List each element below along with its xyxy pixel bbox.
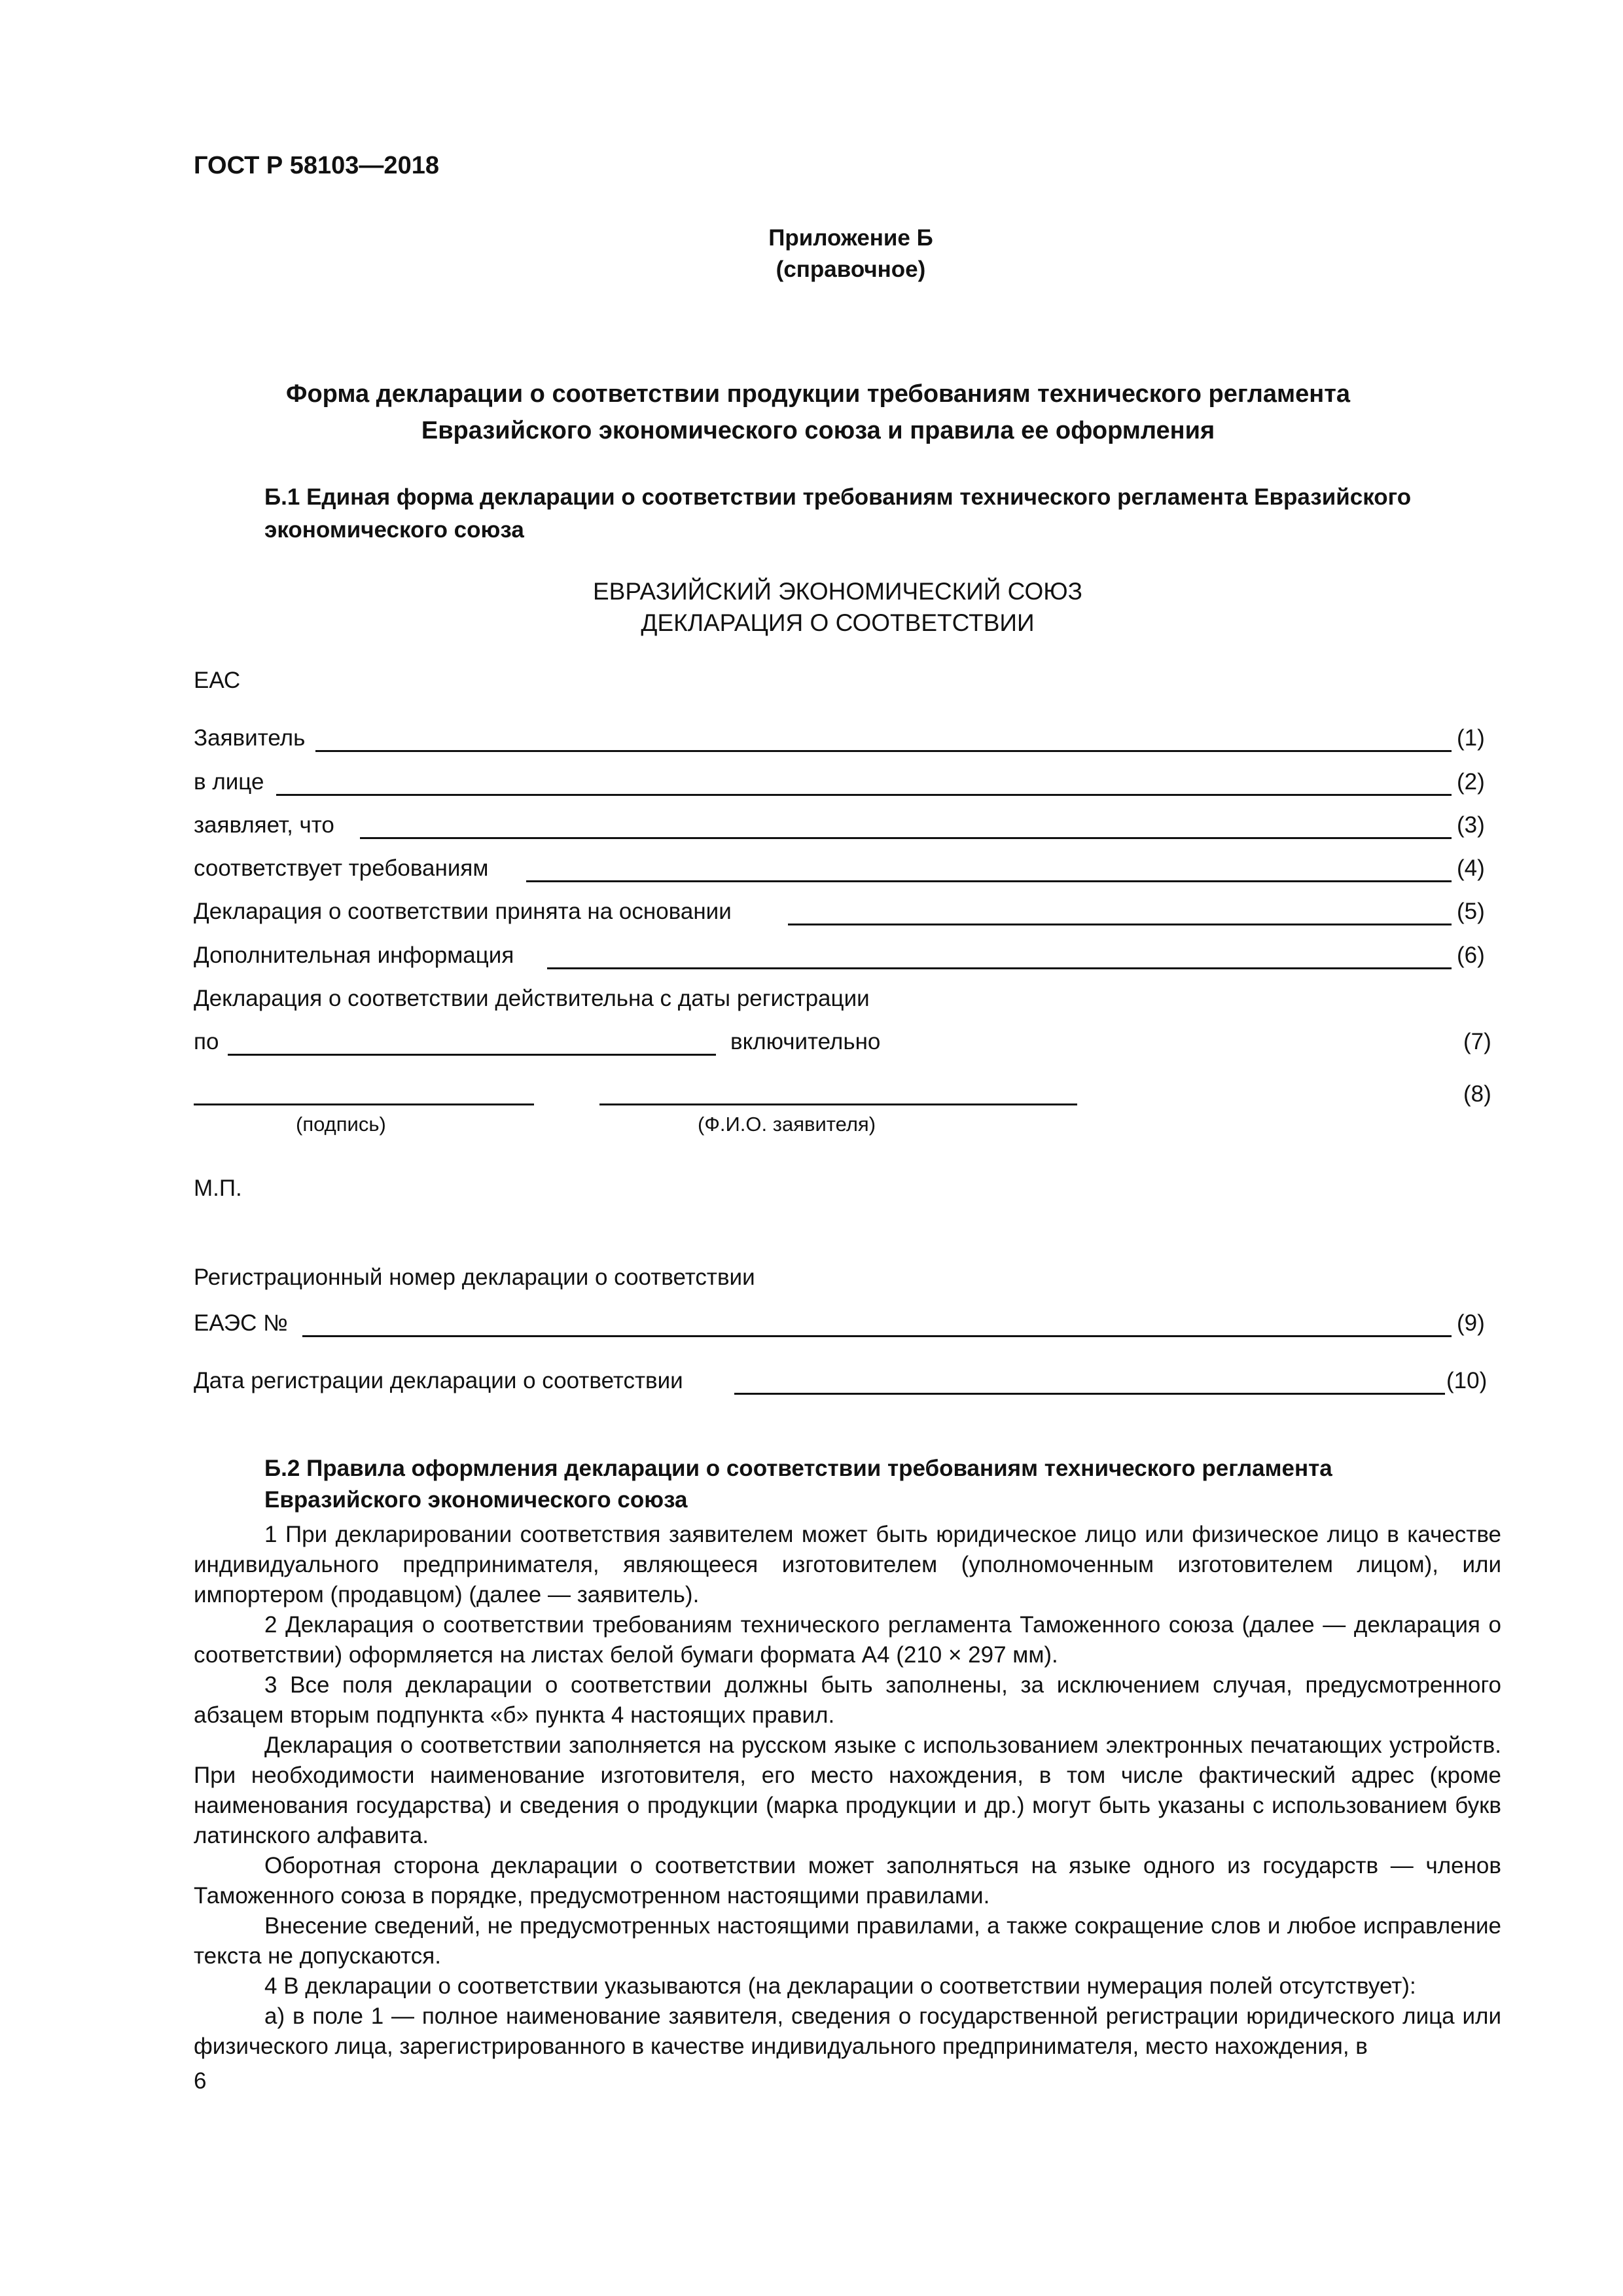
section-b2-line2: Евразийского экономического союза — [264, 1487, 688, 1513]
field-number: (4) — [1457, 855, 1485, 881]
form-validity — [194, 986, 1496, 1014]
section-b2-line1: Б.2 Правила оформления декларации о соответствии требованиям технического регламента — [264, 1456, 1332, 1481]
paragraph-2: 2 Декларация о соответствии требованиям технического регламента Таможенного союза (далее — декларация о соответствии) оформляется на листах белой бумаги формата А4 (210 × 297 мм). — [194, 1612, 1501, 1668]
form-header — [0, 576, 1623, 639]
standard-code: ГОСТ Р 58103—2018 — [194, 152, 439, 179]
field-number: (7) — [1463, 1029, 1491, 1054]
field-blank-line — [788, 924, 1452, 925]
form-field-representative — [194, 769, 1496, 798]
field-label: ЕАЭС № — [194, 1310, 288, 1336]
annex-label: Приложение Б — [768, 225, 933, 251]
field-blank-line — [228, 1054, 716, 1056]
field-blank-line — [360, 837, 1452, 839]
field-number: (8) — [1463, 1081, 1491, 1107]
paragraph-7: 4 В декларации о соответствии указываются (на декларации о соответствии нумерация полей отсутствует): — [264, 1973, 1416, 1999]
annex-title-line2: Евразийского экономического союза и правила ее оформления — [421, 417, 1215, 444]
fio-line — [599, 1103, 1077, 1105]
field-blank-line — [315, 750, 1452, 752]
field-blank-line — [547, 967, 1452, 969]
form-doc-title: ДЕКЛАРАЦИЯ О СООТВЕТСТВИИ — [641, 609, 1035, 636]
annex-title — [0, 376, 1623, 449]
form-field-additional-info — [194, 942, 1496, 971]
paragraph-1: 1 При декларировании соответствия заявителем может быть юридическое лицо или физическое лицо в качестве индивидуального предпринимателя, являющееся изготовителем (уполномоченным изготовителем лицом), или импортером (продавцом) (далее — заявитель). — [194, 1522, 1501, 1607]
field-number: (6) — [1457, 942, 1485, 968]
field-number: (9) — [1457, 1310, 1485, 1336]
section-b2-heading — [264, 1453, 1332, 1516]
annex-heading — [0, 223, 1623, 285]
signature-line — [194, 1103, 534, 1105]
field-label: по — [194, 1029, 219, 1054]
field-blank-line — [302, 1335, 1452, 1337]
form-field-applicant — [194, 725, 1496, 754]
field-label: заявляет, что — [194, 812, 334, 838]
field-label: в лице — [194, 769, 264, 795]
field-blank-line — [276, 794, 1452, 796]
field-label: Заявитель — [194, 725, 306, 751]
validity-text: Декларация о соответствии действительна с даты регистрации — [194, 986, 870, 1011]
field-label: Дата регистрации декларации о соответствии — [194, 1368, 683, 1393]
field-blank-line — [526, 880, 1452, 882]
seal-mark: М.П. — [194, 1175, 242, 1201]
form-union-name: ЕВРАЗИЙСКИЙ ЭКОНОМИЧЕСКИЙ СОЮЗ — [592, 578, 1083, 605]
section-b1-line2: экономического союза — [264, 517, 524, 543]
field-number: (1) — [1457, 725, 1485, 751]
paragraph-3: 3 Все поля декларации о соответствии должны быть заполнены, за исключением случая, предусмотренного абзацем вторым подпункта «б» пункта 4 настоящих правил. — [194, 1672, 1501, 1728]
form-field-valid-until — [194, 1029, 1503, 1058]
form-field-reg-date — [194, 1368, 1496, 1397]
paragraph-8: а) в поле 1 — полное наименование заявителя, сведения о государственной регистрации юридического лица или физического лица, зарегистрированного в качестве индивидуального предпринимателя, место нахождения, в — [194, 2003, 1501, 2059]
signature-caption: (подпись) — [296, 1113, 386, 1136]
field-label: Дополнительная информация — [194, 942, 514, 968]
field-label: соответствует требованиям — [194, 855, 489, 881]
field-number: (2) — [1457, 769, 1485, 795]
annex-title-line1: Форма декларации о соответствии продукции требованиям технического регламента — [286, 380, 1350, 408]
field-label: Декларация о соответствии принята на основании — [194, 899, 732, 924]
form-field-eaes-number — [194, 1310, 1496, 1339]
annex-type: (справочное) — [776, 257, 926, 282]
form-field-requirements — [194, 855, 1496, 884]
field-blank-line — [734, 1393, 1445, 1395]
field-number: (5) — [1457, 899, 1485, 924]
eac-mark: ЕАС — [194, 668, 241, 693]
paragraph-5: Оборотная сторона декларации о соответствии может заполняться на языке одного из государств — членов Таможенного союза в порядке, предусмотренном настоящими правилами. — [194, 1853, 1501, 1909]
fio-caption: (Ф.И.О. заявителя) — [698, 1113, 876, 1136]
page-number: 6 — [194, 2068, 207, 2094]
reg-number-label: Регистрационный номер декларации о соответствии — [194, 1265, 755, 1290]
section-b1-line1: Б.1 Единая форма декларации о соответствии требованиям технического регламента Евразийского — [264, 484, 1412, 510]
paragraph-6: Внесение сведений, не предусмотренных настоящими правилами, а также сокращение слов и любое исправление текста не допускаются. — [194, 1913, 1501, 1969]
section-b1-heading — [264, 481, 1411, 547]
field-number: (3) — [1457, 812, 1485, 838]
form-field-basis — [194, 899, 1496, 927]
inclusive-text: включительно — [730, 1029, 881, 1054]
form-field-declares — [194, 812, 1496, 841]
field-number: (10) — [1446, 1368, 1488, 1393]
paragraph-4: Декларация о соответствии заполняется на русском языке с использованием электронных печатающих устройств. При необходимости наименование изготовителя, его место нахождения, в том числе фактический адрес (кроме наименования государства) и сведения о продукции (марка продукции и др.) могут быть указаны с использованием букв латинского алфавита. — [194, 1732, 1501, 1848]
